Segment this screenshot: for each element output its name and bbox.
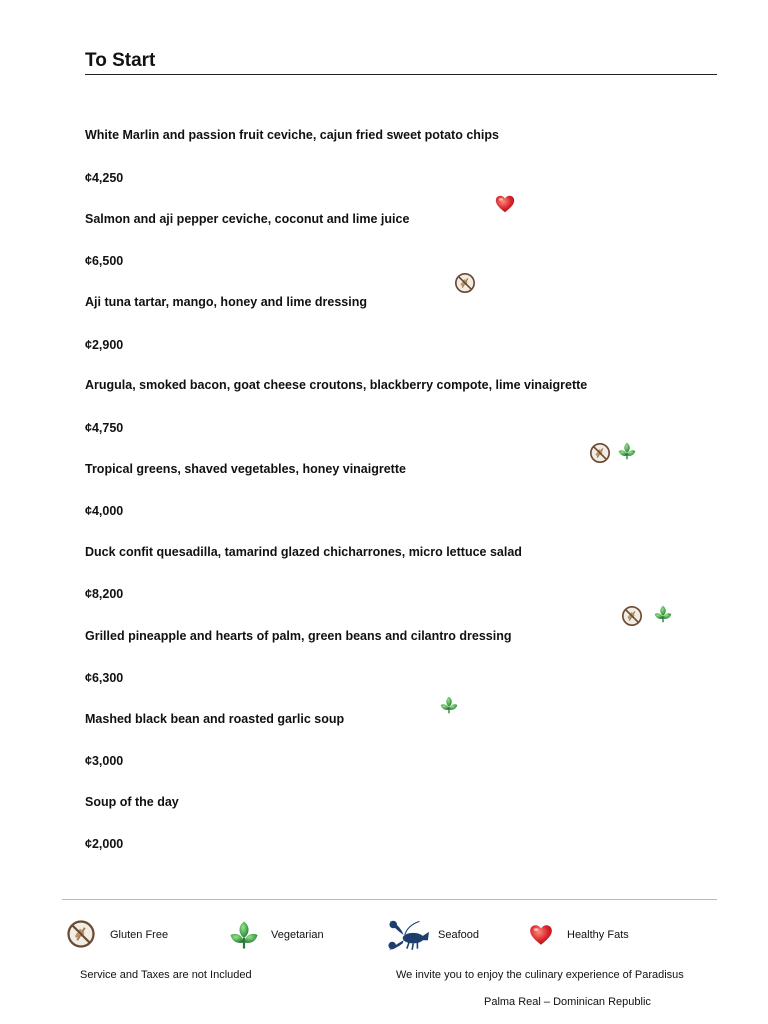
legend-label-seafood: Seafood [438,929,479,941]
invitation-text: We invite you to enjoy the culinary experience of Paradisus [396,969,684,981]
menu-item-name: Salmon and aji pepper ceviche, coconut and lime juice [85,212,410,226]
legend-label-vegetarian: Vegetarian [271,929,324,941]
gluten-free-icon [66,919,96,949]
legend-label-gluten-free: Gluten Free [110,929,169,941]
menu-item-price: ¢4,250 [85,171,124,185]
gluten-free-icon [621,605,643,627]
title-divider [85,74,717,75]
legend-label-healthy-fats: Healthy Fats [567,929,629,941]
footer-divider [62,899,717,900]
menu-item-price: ¢2,900 [85,338,124,352]
service-note: Service and Taxes are not Included [80,969,252,981]
gluten-free-icon [454,272,476,294]
section-title: To Start [85,50,156,71]
menu-item-name: White Marlin and passion fruit ceviche, cajun fried sweet potato chips [85,128,499,142]
heart-icon [494,193,516,215]
menu-item-name: Mashed black bean and roasted garlic soup [85,712,345,726]
menu-item-name: Aji tuna tartar, mango, honey and lime dressing [85,295,368,309]
menu-item-price: ¢4,000 [85,504,124,518]
menu-item-price: ¢6,300 [85,671,124,685]
menu-item-price: ¢4,750 [85,421,124,435]
vegetarian-icon [226,917,262,953]
menu-item-price: ¢8,200 [85,587,124,601]
seafood-icon [388,919,430,951]
gluten-free-icon [589,442,611,464]
vegetarian-icon [616,440,638,462]
heart-icon [527,922,555,948]
vegetarian-icon [652,603,674,625]
menu-item-price: ¢3,000 [85,754,124,768]
vegetarian-icon [438,694,460,716]
menu-item-name: Duck confit quesadilla, tamarind glazed chicharrones, micro lettuce salad [85,545,522,559]
menu-item-price: ¢6,500 [85,254,124,268]
menu-item-name: Soup of the day [85,795,179,809]
menu-item-name: Tropical greens, shaved vegetables, honey vinaigrette [85,462,406,476]
menu-item-name: Arugula, smoked bacon, goat cheese croutons, blackberry compote, lime vinaigrette [85,378,588,392]
menu-item-price: ¢2,000 [85,837,124,851]
location-text: Palma Real – Dominican Republic [484,996,651,1008]
menu-item-name: Grilled pineapple and hearts of palm, green beans and cilantro dressing [85,629,512,643]
